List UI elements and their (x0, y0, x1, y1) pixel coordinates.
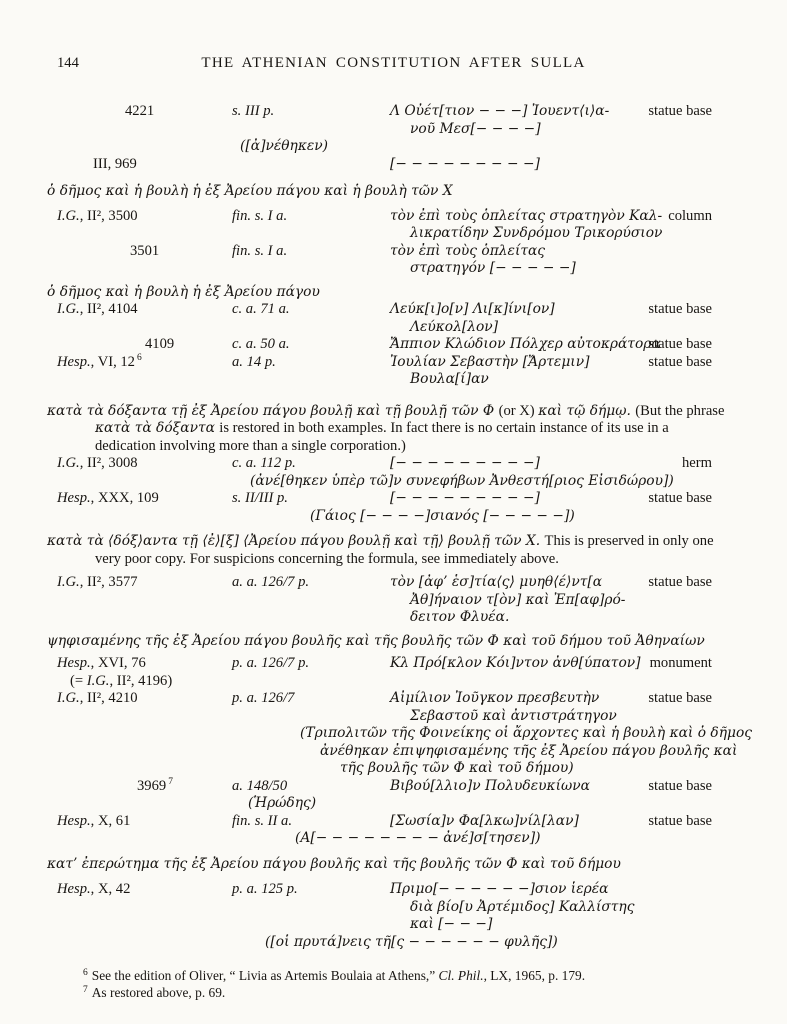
greek-line: [Σωσία]ν Φα[λκω]νίλ[λαν] (390, 812, 579, 829)
date: c. a. 71 a. (232, 301, 290, 317)
ref-number: 4109 (145, 336, 175, 352)
date: fin. s. II a. (232, 812, 292, 829)
latin-segment: is restored in both examples. In fact there is no certain instance of its use in a (219, 420, 669, 436)
ref-eq-number: , II², 4196) (109, 672, 173, 689)
paragraph-kata-ta-doxanta (47, 403, 740, 456)
ref-journal: Hesp. (57, 655, 91, 671)
ref-citation (57, 301, 232, 336)
footnote-7 (47, 984, 740, 1001)
greek-line: τὸν ἐπὶ τοὺς ὁπλείτας στρατηγὸν Καλ- (390, 207, 663, 224)
ref-eq-journal: I.G. (86, 672, 110, 689)
greek-restoration-note: (Τριπολιτῶν τῆς Φοινείκης οἱ ἄρχοντες καὶ ἡ βουλὴ καὶ ὁ δῆμος (300, 725, 752, 741)
greek-line: Κλ Πρό[κλον Κόι]ντον ἀνθ[ύπατον] (390, 655, 641, 671)
type-label: statue base (648, 301, 712, 317)
greek-line: Πριμο[− − − − − −]σιον ἱερέα (390, 881, 609, 897)
greek-line: Αἰμίλιον Ἰοῦγκον πρεσβευτὴν (390, 690, 600, 706)
footnote-marker: 7 (83, 984, 88, 995)
ref-journal: I.G. (57, 301, 80, 317)
entry-note-anetheken (57, 138, 712, 156)
entry-ig-4104 (57, 301, 712, 336)
greek-text (390, 778, 633, 813)
greek-line: Λ Οὐέτ[τιον − − −] Ἰουεντ⟨ι⟩α- (390, 103, 610, 119)
ref-number: , II², 4210 (79, 690, 138, 706)
greek-restoration-note: τῆς βουλῆς τῶν Φ καὶ τοῦ δήμου) (340, 760, 574, 776)
type-label: statue base (648, 690, 712, 706)
footnote-journal: Cl. Phil. (438, 968, 484, 983)
ref-citation (57, 208, 232, 243)
entry-hesp-x-42 (57, 881, 712, 951)
greek-segment: κατὰ τὰ δόξαντα τῇ ἐξ Ἀρείου πάγου βουλῇ καὶ τῇ βουλῇ τῶν Φ (47, 402, 499, 419)
greek-restoration-note: ἀνέθηκαν ἐπιψηφισαμένης τῆς ἐξ Ἀρείου πάγου βουλῆς καὶ (320, 742, 738, 759)
entry-hesp-xvi-76 (57, 655, 712, 690)
type-label: statue base (648, 812, 712, 829)
greek-line: Σεβαστοῦ καὶ ἀντιστράτηγον (410, 707, 617, 724)
ref-equivalent (57, 673, 232, 691)
latin-segment: (or X) (498, 402, 539, 419)
date: a. 14 p. (232, 353, 276, 370)
ref-citation (57, 490, 232, 508)
greek-line: καὶ [− − −] (410, 916, 493, 932)
date: a. a. 126/7 p. (232, 574, 310, 590)
greek-line: στρατηγόν [− − − − −] (410, 260, 576, 276)
ref-number-text: 3969 (137, 777, 167, 794)
greek-line: λικρατίδην Συνδρόμου Τρικορύσιον (410, 225, 663, 241)
greek-segment: καὶ τῷ δήμῳ. (538, 402, 636, 419)
greek-line: Λεύκ[ι]ο[ν] Λι[κ]ίνι[ον] (390, 301, 555, 317)
entry-iii-969 (57, 156, 712, 174)
greek-note: ([ἀ]νέθηκεν) (240, 138, 329, 154)
greek-text (390, 336, 661, 354)
entry-4221 (57, 103, 712, 138)
date: p. a. 126/7 (232, 690, 295, 706)
ref-number: , X, 61 (90, 812, 131, 829)
ref-citation (57, 813, 232, 831)
paragraph-line (47, 420, 740, 438)
footnote-marker: 6 (136, 352, 142, 363)
greek-line: Βιβού[λλιο]ν Πολυδευκίωνα (390, 777, 590, 794)
greek-line: Ἄππιον Κλώδιον Πόλχερ αὐτοκράτορα (390, 336, 661, 352)
ref-citation (57, 655, 232, 690)
footnotes (47, 967, 740, 1001)
greek-text (390, 881, 633, 934)
greek-line: Λεύκολ[λον] (410, 318, 499, 335)
type-label: monument (649, 655, 712, 671)
greek-text (390, 574, 633, 627)
entry-3969 (57, 778, 712, 813)
footnote-text: , LX, 1965, p. 179. (483, 968, 586, 983)
greek-line: δειτον Φλυέα. (410, 609, 510, 625)
entry-ig-3008 (57, 455, 712, 490)
page-title: THE ATHENIAN CONSTITUTION AFTER SULLA (201, 55, 586, 71)
date: p. a. 126/7 p. (232, 655, 310, 671)
footnote-marker: 7 (168, 776, 173, 787)
type-label: statue base (648, 574, 712, 590)
footnote-text: See the edition of Oliver, “ Livia as Artemis Boulaia at Athens,” (91, 968, 439, 983)
greek-text (390, 207, 663, 243)
ref-journal: Hesp. (57, 353, 91, 370)
ref-number: , XXX, 109 (90, 490, 159, 506)
date: p. a. 125 p. (232, 881, 298, 897)
type-label: statue base (648, 103, 712, 119)
greek-restoration-note: (Γάιος [− − − −]σιανός [− − − − −]) (310, 507, 575, 524)
date: c. a. 112 p. (232, 455, 296, 471)
date: c. a. 50 a. (232, 336, 290, 352)
type-label: column (668, 207, 712, 224)
greek-segment: κατὰ τὰ ⟨δόξ⟩αντα τῇ ⟨ἐ⟩[ξ] ⟨Ἀρείου πάγου βουλῇ καὶ τῇ⟩ βουλῇ τῶν Χ. (47, 533, 545, 549)
date: fin. s. I a. (232, 207, 288, 224)
ref-journal: Hesp. (57, 812, 91, 829)
ref-empty (57, 138, 232, 156)
footnote-text: As restored above, p. 69. (91, 985, 226, 1000)
type-label: statue base (648, 353, 712, 370)
ref-journal: Hesp. (57, 490, 91, 506)
ref-number: , VI, 12 (90, 353, 135, 370)
ref-number: , II², 3008 (79, 455, 138, 471)
section-heading-demos-boule-x: ὁ δῆμος καὶ ἡ βουλὴ ἡ ἐξ Ἀρείου πάγου καὶ ἡ βουλὴ τῶν Χ (47, 183, 453, 199)
ref-journal: I.G. (57, 574, 80, 590)
greek-line: Ἀθ]ήναιον τ[ὸν] καὶ Ἐπ[αφ]ρό- (410, 591, 626, 608)
ref-citation (57, 455, 232, 473)
page-number: 144 (57, 55, 79, 71)
section-heading-demos-boule: ὁ δῆμος καὶ ἡ βουλὴ ἡ ἐξ Ἀρείου πάγου (47, 283, 320, 300)
entry-ig-3500 (57, 208, 712, 243)
ref-number: , X, 42 (90, 881, 131, 897)
ref-number: , II², 3577 (79, 574, 138, 590)
footnote-6 (47, 967, 740, 984)
date: s. III p. (232, 103, 275, 119)
entry-hesp-vi-12 (57, 354, 712, 389)
ref-eq-pre: (= (70, 672, 87, 689)
greek-text (390, 156, 633, 174)
greek-restoration-note: ([οἱ πρυτά]νεις τῆ[ς − − − − − − φυλῆς]) (265, 933, 558, 950)
date (232, 778, 390, 813)
greek-line: νοῦ Μεσ[− − − −] (410, 120, 541, 137)
paragraph-line (47, 403, 740, 421)
entry-hesp-x-61 (57, 813, 712, 848)
latin-segment: This is preserved in only one (544, 533, 714, 549)
ref-citation (57, 881, 232, 934)
section-heading-psephisamenes: ψηφισαμένης τῆς ἐξ Ἀρείου πάγου βουλῆς καὶ τῆς βουλῆς τῶν Φ καὶ τοῦ δήμου τοῦ Ἀθηναίων (47, 632, 705, 649)
type-label: statue base (648, 777, 712, 794)
ref-number: , II², 3500 (79, 207, 138, 224)
greek-text (390, 243, 633, 278)
ref-number: , XVI, 76 (90, 655, 146, 671)
greek-line: τὸν ἐπὶ τοὺς ὁπλείτας (390, 242, 546, 259)
date: fin. s. I a. (232, 242, 288, 259)
ref-journal: I.G. (57, 207, 80, 224)
greek-text (390, 301, 633, 336)
type-label: herm (682, 455, 712, 471)
greek-segment: κατὰ τὰ δόξαντα (95, 420, 220, 436)
ref-number: 3501 (130, 242, 160, 259)
greek-text (390, 655, 641, 690)
footnote-marker: 6 (83, 967, 88, 978)
type-label: statue base (648, 490, 712, 506)
greek-text (390, 813, 633, 831)
greek-text (390, 354, 633, 389)
greek-text (390, 490, 633, 508)
date-empty (232, 156, 390, 174)
greek-line: [− − − − − − − − −] (390, 155, 540, 172)
latin-segment: (But the phrase (635, 402, 725, 419)
type-label: statue base (648, 336, 712, 352)
ref-number: III, 969 (93, 155, 137, 172)
greek-line: [− − − − − − − − −] (390, 455, 540, 471)
ref-line (57, 655, 232, 673)
ref-number: , II², 4104 (79, 301, 138, 317)
ref-citation (57, 354, 232, 389)
entry-ig-4210 (57, 690, 752, 778)
date: s. II/III p. (232, 490, 288, 506)
entry-3501 (57, 243, 712, 278)
greek-line: Βουλα[ί]αν (410, 371, 489, 387)
paragraph-kata-ta-dox-anta (47, 533, 740, 568)
ref-journal: Hesp. (57, 881, 91, 897)
entry-hesp-xxx-109 (57, 490, 712, 525)
greek-restoration-note: (ἀνέ[θηκεν ὑπὲρ τῶ]ν συνεφήβων Ἀνθεστή[ριος Εἰσιδώρου]) (250, 472, 674, 489)
page-header (47, 55, 740, 74)
paragraph-line: very poor copy. For suspicions concerning the formula, see immediately above. (95, 550, 559, 567)
greek-text (390, 455, 633, 473)
greek-line: Ἰουλίαν Σεβαστὴν [Ἄρτεμιν] (390, 353, 590, 370)
greek-line: [− − − − − − − − −] (390, 490, 540, 506)
paragraph-line: dedication involving more than a single corporation.) (95, 437, 406, 454)
ref-journal: I.G. (57, 455, 80, 471)
greek-text (390, 103, 633, 138)
ref-number (57, 778, 232, 813)
entry-4109 (57, 336, 712, 354)
ref-citation (57, 574, 232, 627)
ref-journal: I.G. (57, 690, 80, 706)
date-note: (Ἡρώδης) (248, 795, 317, 811)
section-heading-kat-eperotema: κατ’ ἐπερώτημα τῆς ἐξ Ἀρείου πάγου βουλῆς καὶ τῆς βουλῆς τῶν Φ καὶ τοῦ δήμου (47, 855, 621, 872)
greek-restoration-note: (Α[− − − − − − − − ἀνέ]σ[τησεν]) (295, 830, 541, 846)
paragraph-line (47, 533, 740, 551)
greek-line: διὰ βίο[υ Ἀρτέμιδος] Καλλίστης (410, 898, 635, 915)
entry-ig-3577 (57, 574, 712, 627)
greek-text (390, 690, 633, 725)
ref-number: 4221 (125, 103, 155, 119)
date-line: a. 148/50 (232, 777, 288, 794)
greek-line: τὸν [ἀφ’ ἑσ]τία⟨ς⟩ μυηθ⟨έ⟩ντ[α (390, 574, 603, 590)
ref-citation (57, 690, 232, 725)
